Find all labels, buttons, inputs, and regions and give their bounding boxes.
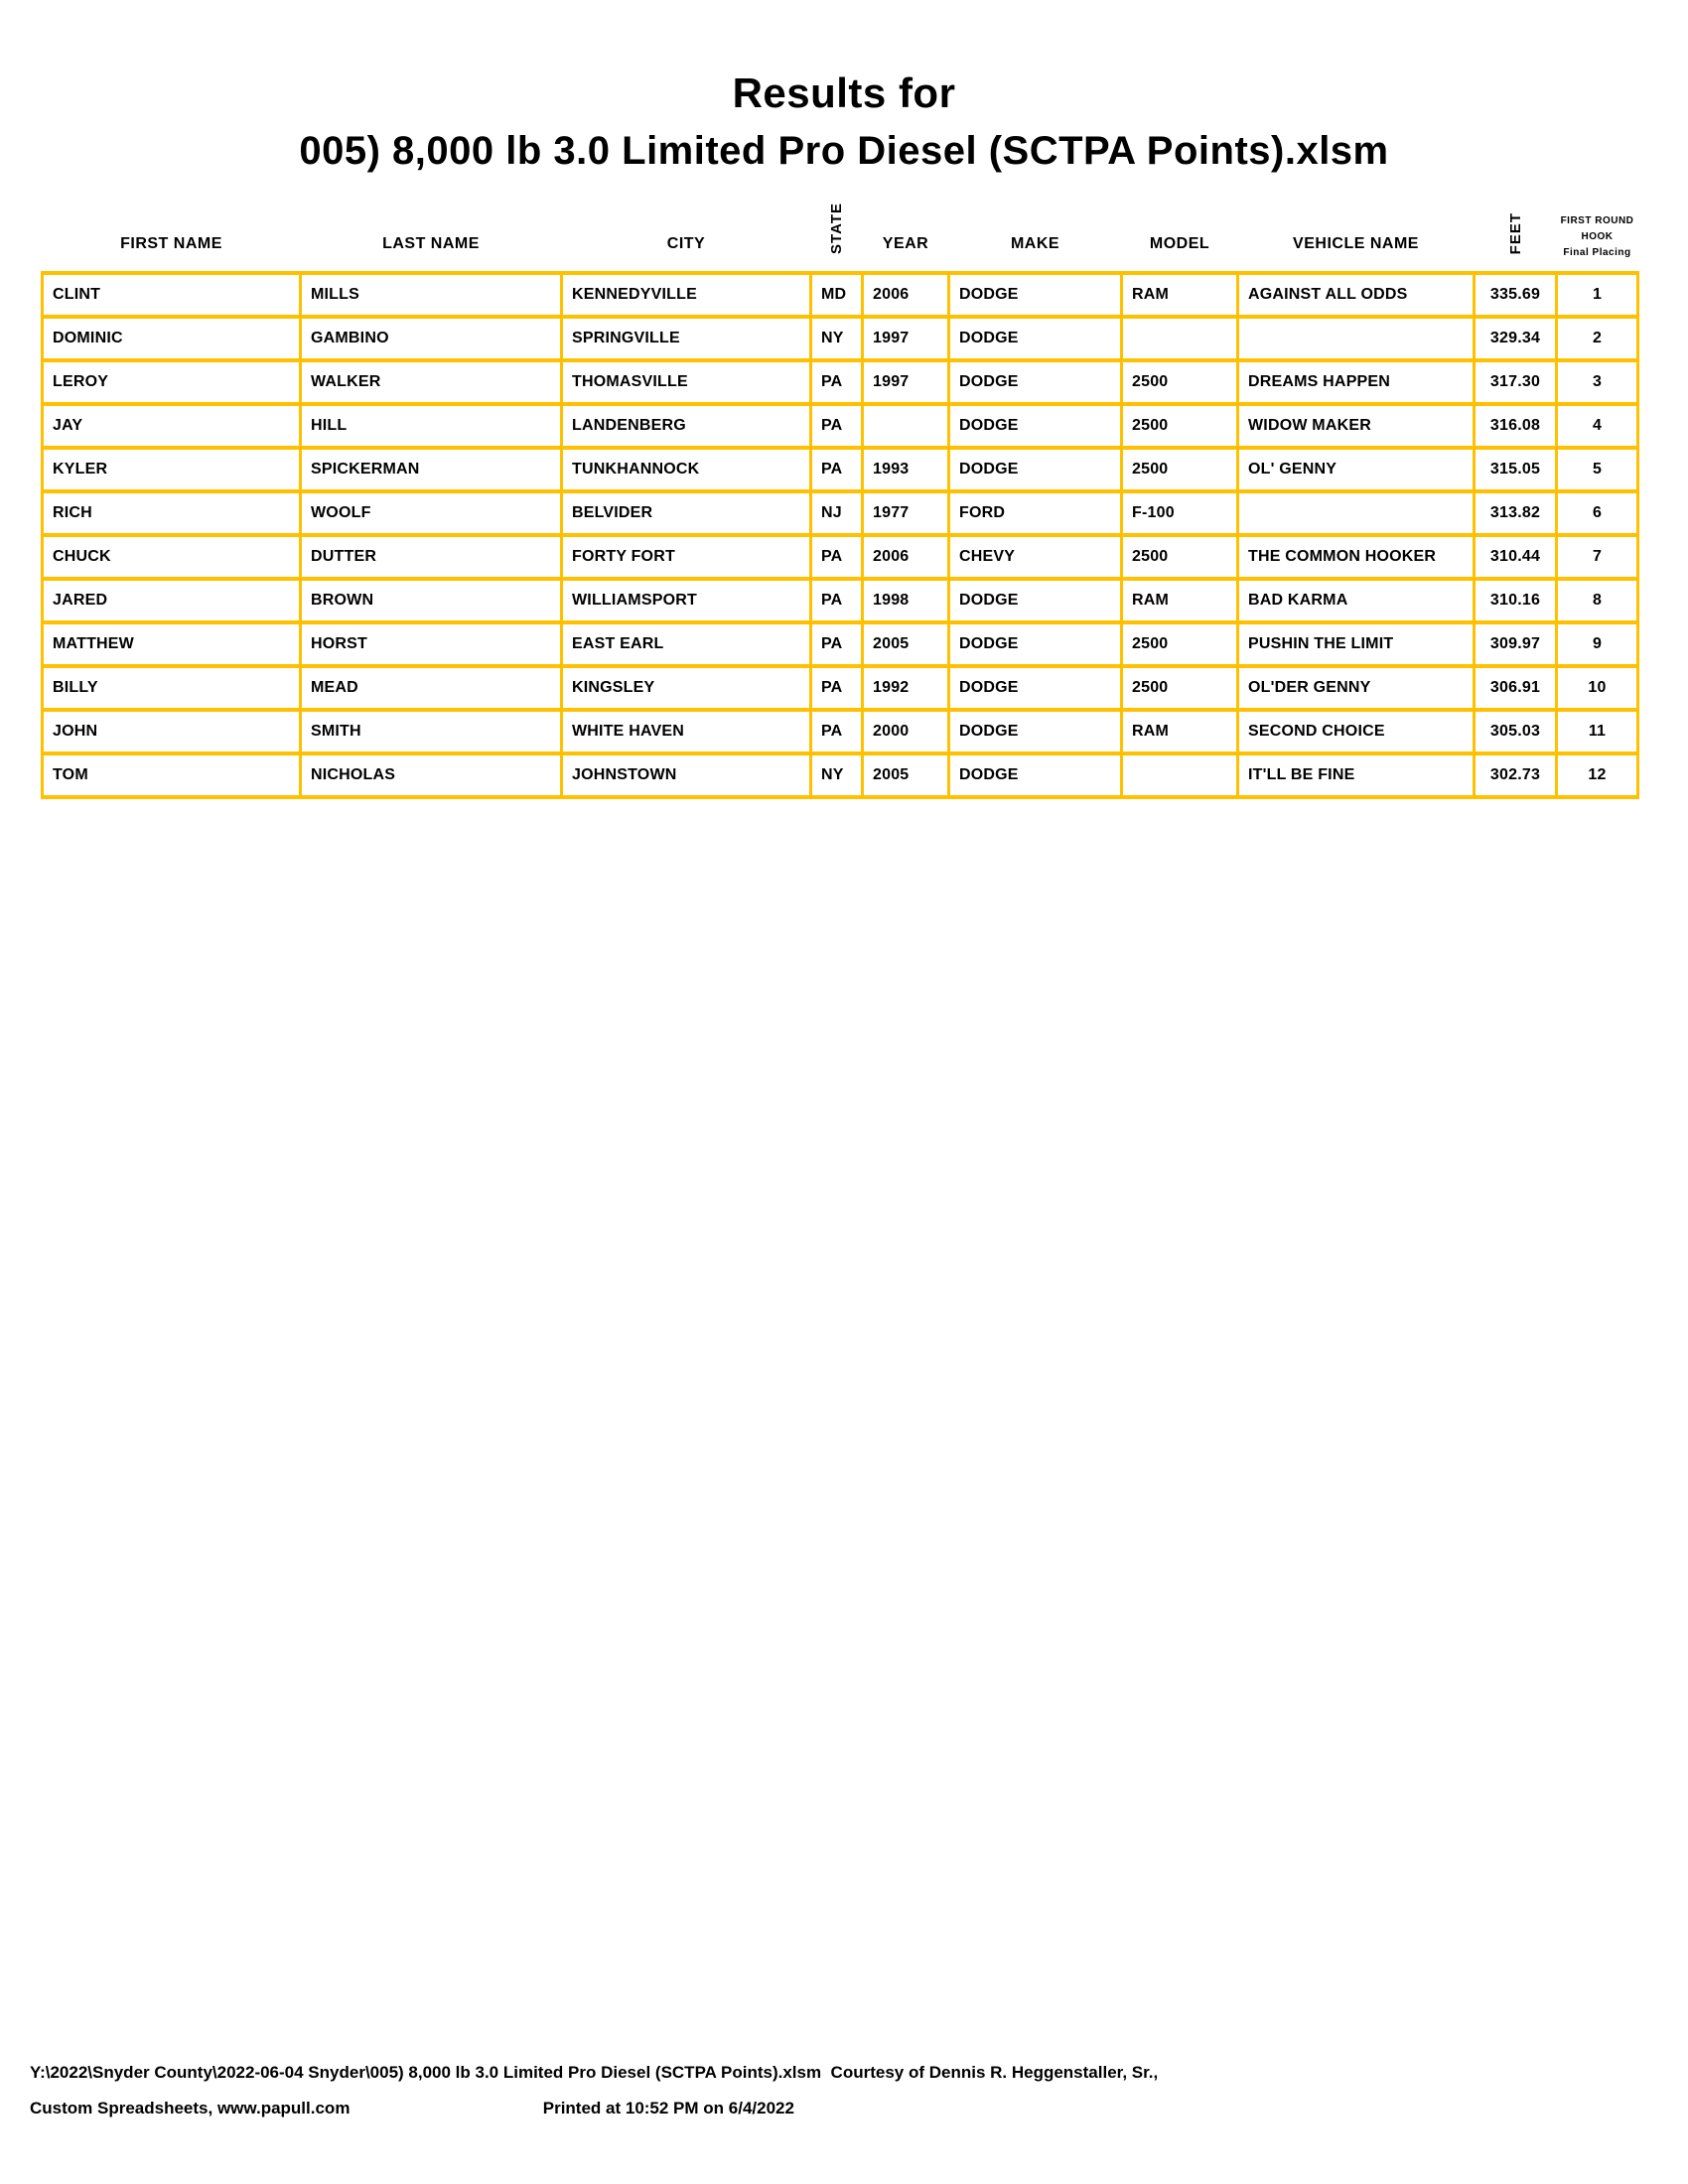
cell-city: WHITE HAVEN [562,710,811,753]
cell-year: 1993 [863,448,949,491]
table-row [43,491,1638,535]
cell-model: RAM [1122,710,1238,753]
cell-vehicle-name: AGAINST ALL ODDS [1238,273,1475,317]
cell-first-name: JAY [43,404,301,448]
cell-placing: 7 [1557,535,1638,579]
cell-year: 2000 [863,710,949,753]
cell-make: FORD [949,491,1122,535]
cell-feet: 329.34 [1475,317,1557,360]
cell-vehicle-name: OL' GENNY [1238,448,1475,491]
cell-state: PA [811,579,863,622]
table-row [43,753,1638,797]
cell-first-name: CHUCK [43,535,301,579]
column-header-label: FIRST ROUND HOOK [1560,215,1634,242]
cell-year: 1997 [863,317,949,360]
cell-state: PA [811,710,863,753]
cell-year: 2006 [863,273,949,317]
cell-vehicle-name: SECOND CHOICE [1238,710,1475,753]
column-header-sublabel: Final Placing [1563,247,1631,258]
column-header-vehicle-name [1238,188,1475,273]
footer [30,2063,1668,2118]
column-header-feet [1475,188,1557,273]
cell-first-name: TOM [43,753,301,797]
cell-feet: 305.03 [1475,710,1557,753]
cell-feet: 309.97 [1475,622,1557,666]
cell-year: 1992 [863,666,949,710]
cell-model: RAM [1122,579,1238,622]
cell-year: 2006 [863,535,949,579]
table-row [43,535,1638,579]
cell-city: JOHNSTOWN [562,753,811,797]
cell-model: 2500 [1122,448,1238,491]
footer-credit-line [30,2099,1668,2118]
cell-vehicle-name: IT'LL BE FINE [1238,753,1475,797]
cell-vehicle-name [1238,317,1475,360]
cell-feet: 335.69 [1475,273,1557,317]
cell-city: FORTY FORT [562,535,811,579]
cell-placing: 3 [1557,360,1638,404]
cell-vehicle-name: PUSHIN THE LIMIT [1238,622,1475,666]
cell-city: THOMASVILLE [562,360,811,404]
cell-feet: 302.73 [1475,753,1557,797]
cell-first-name: KYLER [43,448,301,491]
column-header-state [811,188,863,273]
cell-vehicle-name [1238,491,1475,535]
column-header-label: YEAR [882,235,929,252]
cell-last-name: NICHOLAS [301,753,562,797]
cell-feet: 317.30 [1475,360,1557,404]
cell-state: PA [811,360,863,404]
column-header-model [1122,188,1238,273]
cell-state: PA [811,448,863,491]
footer-file-path: Y:\2022\Snyder County\2022-06-04 Snyder\005) 8,000 lb 3.0 Limited Pro Diesel (SCTPA Points).xlsm Courtesy of Dennis R. Heggenstaller, Sr., [30,2063,1159,2082]
cell-model: 2500 [1122,360,1238,404]
column-header-label: FIRST NAME [120,235,222,252]
cell-state: NY [811,317,863,360]
column-header-label-rotated: FEET [1506,211,1524,254]
cell-state: NY [811,753,863,797]
column-header-label: MAKE [1010,235,1060,252]
cell-last-name: MILLS [301,273,562,317]
table-row [43,404,1638,448]
cell-city: LANDENBERG [562,404,811,448]
page-title: Results for [732,69,956,116]
cell-model: RAM [1122,273,1238,317]
cell-placing: 9 [1557,622,1638,666]
results-table [41,188,1639,799]
cell-make: DODGE [949,448,1122,491]
title-block [0,0,1688,174]
cell-year: 1977 [863,491,949,535]
cell-feet: 310.16 [1475,579,1557,622]
cell-feet: 315.05 [1475,448,1557,491]
cell-last-name: HILL [301,404,562,448]
cell-vehicle-name: WIDOW MAKER [1238,404,1475,448]
cell-last-name: SPICKERMAN [301,448,562,491]
results-table-body [43,273,1638,797]
cell-last-name: HORST [301,622,562,666]
cell-state: PA [811,666,863,710]
cell-model: 2500 [1122,622,1238,666]
cell-first-name: MATTHEW [43,622,301,666]
cell-model [1122,317,1238,360]
cell-placing: 1 [1557,273,1638,317]
cell-placing: 6 [1557,491,1638,535]
page-subtitle-filename: 005) 8,000 lb 3.0 Limited Pro Diesel (SCTPA Points).xlsm [299,129,1389,173]
cell-last-name: GAMBINO [301,317,562,360]
cell-first-name: DOMINIC [43,317,301,360]
cell-last-name: DUTTER [301,535,562,579]
column-header-label: VEHICLE NAME [1293,235,1419,252]
cell-vehicle-name: THE COMMON HOOKER [1238,535,1475,579]
cell-make: DODGE [949,360,1122,404]
cell-model: 2500 [1122,535,1238,579]
cell-model: F-100 [1122,491,1238,535]
cell-feet: 306.91 [1475,666,1557,710]
cell-state: MD [811,273,863,317]
cell-city: KENNEDYVILLE [562,273,811,317]
cell-year [863,404,949,448]
cell-make: DODGE [949,317,1122,360]
cell-year: 2005 [863,753,949,797]
cell-model: 2500 [1122,404,1238,448]
cell-state: NJ [811,491,863,535]
cell-first-name: BILLY [43,666,301,710]
table-row [43,360,1638,404]
table-row [43,448,1638,491]
cell-state: PA [811,535,863,579]
cell-state: PA [811,404,863,448]
cell-last-name: WOOLF [301,491,562,535]
cell-make: DODGE [949,579,1122,622]
column-header-label: LAST NAME [382,235,480,252]
cell-feet: 313.82 [1475,491,1557,535]
cell-placing: 12 [1557,753,1638,797]
column-header-year [863,188,949,273]
cell-placing: 4 [1557,404,1638,448]
table-row [43,666,1638,710]
cell-model: 2500 [1122,666,1238,710]
cell-city: KINGSLEY [562,666,811,710]
cell-city: SPRINGVILLE [562,317,811,360]
column-header-first-name [43,188,301,273]
header-row [43,188,1638,273]
cell-model [1122,753,1238,797]
column-header-last-name [301,188,562,273]
cell-first-name: RICH [43,491,301,535]
cell-make: DODGE [949,710,1122,753]
cell-vehicle-name: BAD KARMA [1238,579,1475,622]
column-header-label: CITY [666,235,706,252]
column-header-label: MODEL [1149,235,1210,252]
cell-placing: 5 [1557,448,1638,491]
cell-make: CHEVY [949,535,1122,579]
cell-feet: 316.08 [1475,404,1557,448]
cell-last-name: MEAD [301,666,562,710]
cell-first-name: JOHN [43,710,301,753]
column-header-label-rotated: STATE [828,203,845,254]
cell-make: DODGE [949,622,1122,666]
cell-feet: 310.44 [1475,535,1557,579]
cell-city: WILLIAMSPORT [562,579,811,622]
footer-printed-timestamp: Printed at 10:52 PM on 6/4/2022 [542,2099,794,2117]
cell-placing: 11 [1557,710,1638,753]
cell-last-name: SMITH [301,710,562,753]
table-row [43,622,1638,666]
table-row [43,710,1638,753]
cell-year: 1998 [863,579,949,622]
cell-make: DODGE [949,404,1122,448]
cell-placing: 2 [1557,317,1638,360]
cell-make: DODGE [949,273,1122,317]
cell-last-name: BROWN [301,579,562,622]
cell-first-name: JARED [43,579,301,622]
cell-make: DODGE [949,666,1122,710]
cell-city: TUNKHANNOCK [562,448,811,491]
table-row [43,579,1638,622]
column-header-first-round-hook-placing [1557,188,1638,273]
cell-last-name: WALKER [301,360,562,404]
cell-placing: 8 [1557,579,1638,622]
column-header-city [562,188,811,273]
cell-year: 2005 [863,622,949,666]
cell-year: 1997 [863,360,949,404]
cell-placing: 10 [1557,666,1638,710]
footer-spreadsheet-credit: Custom Spreadsheets, www.papull.com [30,2099,351,2117]
cell-first-name: CLINT [43,273,301,317]
table-row [43,317,1638,360]
table-row [43,273,1638,317]
cell-first-name: LEROY [43,360,301,404]
cell-make: DODGE [949,753,1122,797]
cell-city: BELVIDER [562,491,811,535]
cell-vehicle-name: DREAMS HAPPEN [1238,360,1475,404]
cell-city: EAST EARL [562,622,811,666]
cell-vehicle-name: OL'DER GENNY [1238,666,1475,710]
column-header-make [949,188,1122,273]
cell-state: PA [811,622,863,666]
